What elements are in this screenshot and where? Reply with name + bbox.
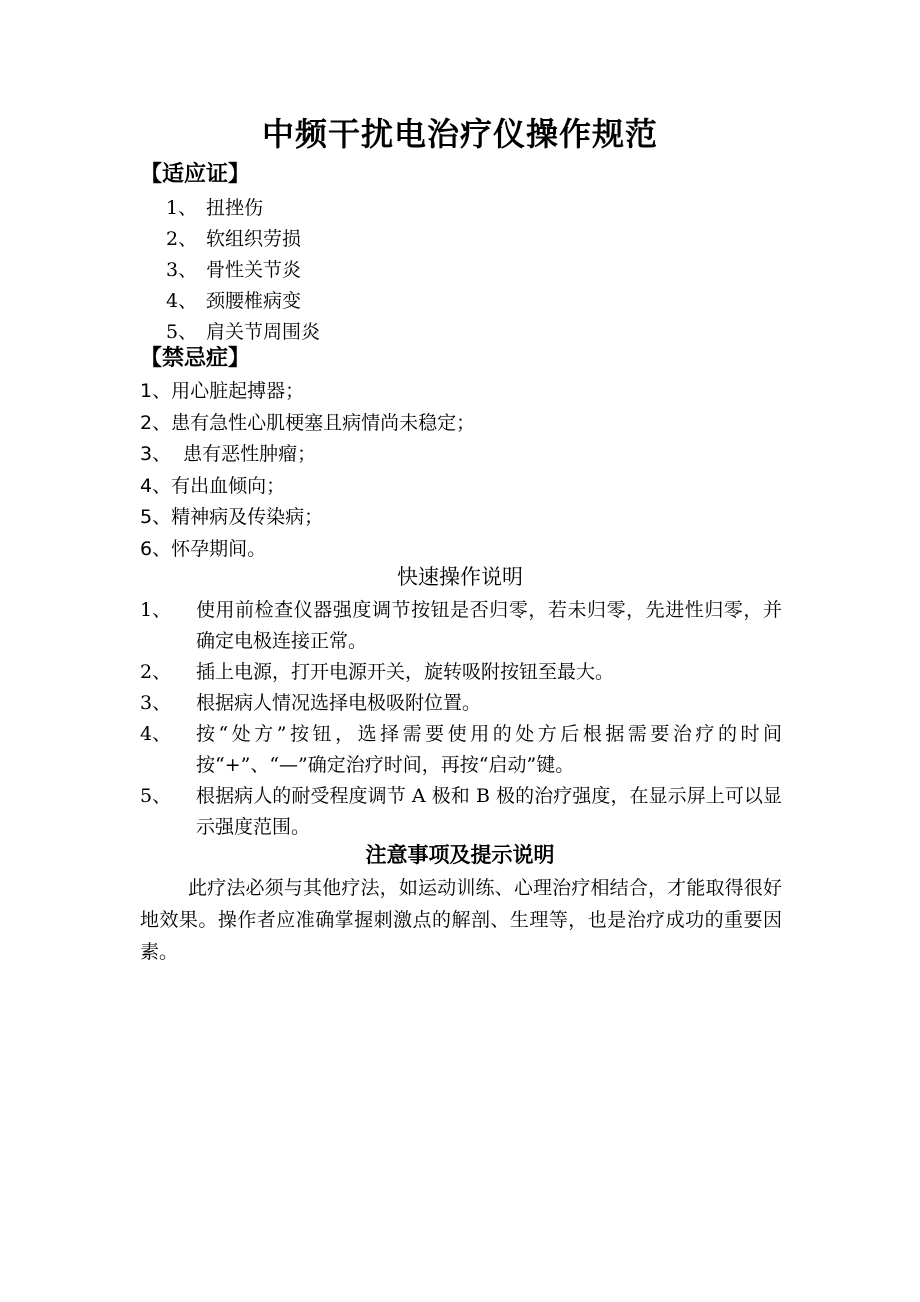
indications-heading: 【适应证】 [140,162,251,187]
list-item: 1、用心脏起搏器； [140,380,305,402]
list-item: 2、 软组织劳损 [166,228,302,250]
document-title: 中频干扰电治疗仪操作规范 [261,115,658,153]
contraindications-heading: 【禁忌症】 [140,346,251,371]
step-item: 1、 使用前检查仪器强度调节按钮是否归零，若未归零，先进性归零，并确定电极连接正常。 [140,599,782,652]
notes-paragraph: 此疗法必须与其他疗法，如运动训练、心理治疗相结合，才能取得很好地效果。操作者应准确掌握刺激点的解剖、生理等，也是治疗成功的重要因素。 [140,877,782,963]
list-item: 6、怀孕期间。 [140,537,267,560]
list-item: 3、 患有恶性肿瘤； [140,443,317,466]
notes-heading: 注意事项及提示说明 [365,843,555,867]
quick-ops-heading: 快速操作说明 [397,565,523,589]
list-item: 4、 颈腰椎病变 [166,290,302,312]
list-item: 1、 扭挫伤 [166,197,264,219]
step-item: 5、 根据病人的耐受程度调节 A 极和 B 极的治疗强度，在显示屏上可以显示强度范围。 [140,785,782,838]
list-item: 2、患有急性心肌梗塞且病情尚未稳定； [140,411,476,434]
contraindications-list [140,376,475,566]
list-item: 3、 骨性关节炎 [166,259,302,281]
step-item: 4、 按“处方”按钮，选择需要使用的处方后根据需要治疗的时间按“+”、“—”确定治疗时间，再按“启动”键。 [140,723,782,776]
indications-list [166,193,320,348]
list-item: 5、精神病及传染病； [140,506,324,529]
step-item: 3、 根据病人情况选择电极吸附位置。 [140,692,482,714]
list-item: 5、 肩关节周围炎 [166,321,321,343]
list-item: 4、有出血倾向； [140,474,286,497]
step-item: 2、 插上电源，打开电源开关，旋转吸附按钮至最大。 [140,661,615,683]
quick-ops-steps [140,595,782,843]
